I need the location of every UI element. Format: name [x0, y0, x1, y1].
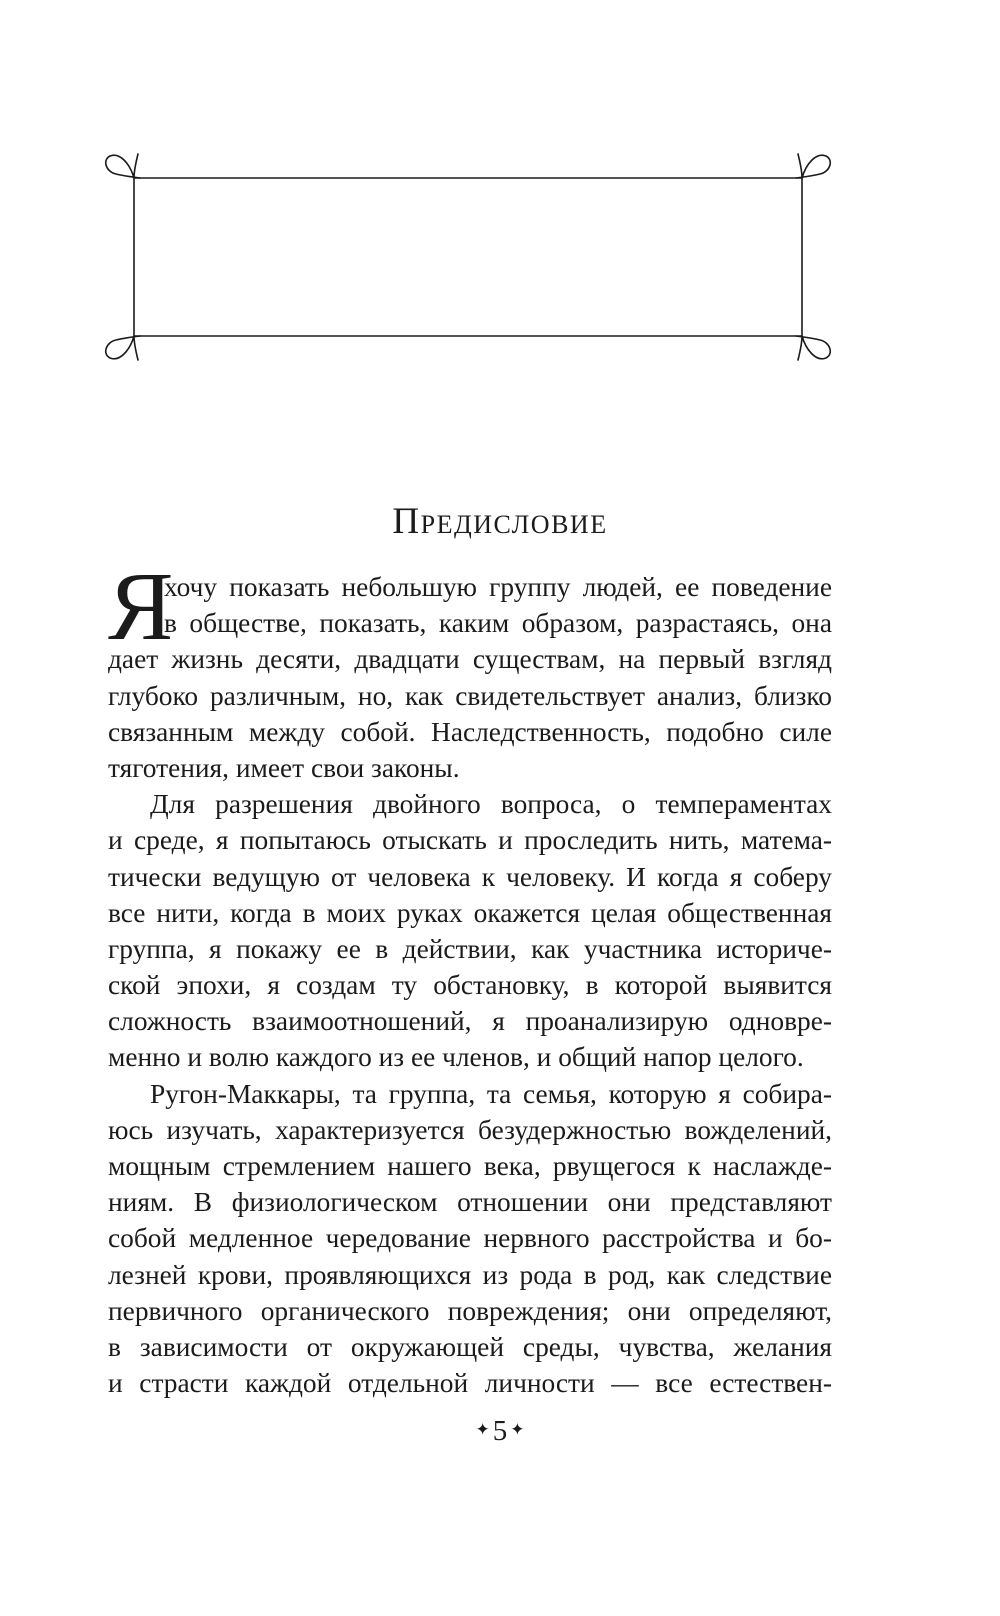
text-line: в обществе, показать, каким образом, разрастаясь, она — [164, 608, 832, 639]
text-line: в зависимости от окружающей среды, чувства, желания — [108, 1331, 832, 1362]
ornament-star-icon: ✦ — [510, 1420, 525, 1439]
text-line: и страсти каждой отдельной личности — все естествен- — [108, 1368, 832, 1399]
text-line: сложность взаимоотношений, я проанализирую одновре- — [108, 1006, 832, 1037]
ornament-star-icon: ✦ — [475, 1420, 490, 1439]
paragraph-1 — [108, 553, 832, 786]
text-line: мощным стремлением нашего века, рвущегося к наслажде- — [108, 1151, 832, 1181]
text-line: собой медленное чередование нервного расстройства и бо- — [108, 1223, 832, 1254]
text-line: ниям. В физиологическом отношении они представляют — [108, 1187, 832, 1218]
text-line: тяготения, имеет свои законы. — [108, 752, 460, 783]
page-number: 5 — [492, 1415, 508, 1447]
chapter-title: Предисловие — [392, 501, 608, 542]
text-line: ской эпохи, я создам ту обстановку, в которой выявится — [108, 970, 832, 1001]
frame-flourish-icon — [104, 148, 832, 366]
paragraph-3 — [108, 1076, 832, 1402]
body-text — [108, 553, 832, 1401]
text-line: дает жизнь десяти, двадцати существам, на первый взгляд — [108, 644, 832, 675]
paragraph-2 — [108, 786, 832, 1076]
text-line: связанным между собой. Наследственность, подобно силе — [108, 716, 832, 747]
text-line: глубоко различным, но, как свидетельствует анализ, близко — [108, 680, 832, 711]
text-line: лезней крови, проявляющихся из рода в род, как следствие — [108, 1259, 832, 1290]
text-line: и среде, я попытаюсь отыскать и проследить нить, матема- — [108, 825, 832, 856]
text-line: группа, я покажу ее в действии, как участника историче- — [108, 933, 832, 964]
decorative-frame — [104, 148, 832, 366]
page-number-footer — [0, 1415, 1000, 1448]
text-line: Для разрешения двойного вопроса, о темпераментах — [150, 789, 832, 820]
text-line: первичного органического повреждения; они определяют, — [108, 1295, 832, 1326]
drop-cap: Я — [108, 553, 174, 661]
text-line: юсь изучать, характеризуется безудержностью вожделений, — [108, 1114, 832, 1145]
text-line: тически ведущую от человека к человеку. И когда я соберу — [108, 861, 832, 892]
text-line: все нити, когда в моих руках окажется целая общественная — [108, 897, 832, 928]
text-line: хочу показать небольшую группу людей, ее поведение — [164, 572, 832, 602]
text-line: Ругон-Маккары, та группа, та семья, которую я собира- — [150, 1078, 832, 1109]
text-line: менно и волю каждого из ее членов, и общий напор целого. — [108, 1042, 804, 1073]
